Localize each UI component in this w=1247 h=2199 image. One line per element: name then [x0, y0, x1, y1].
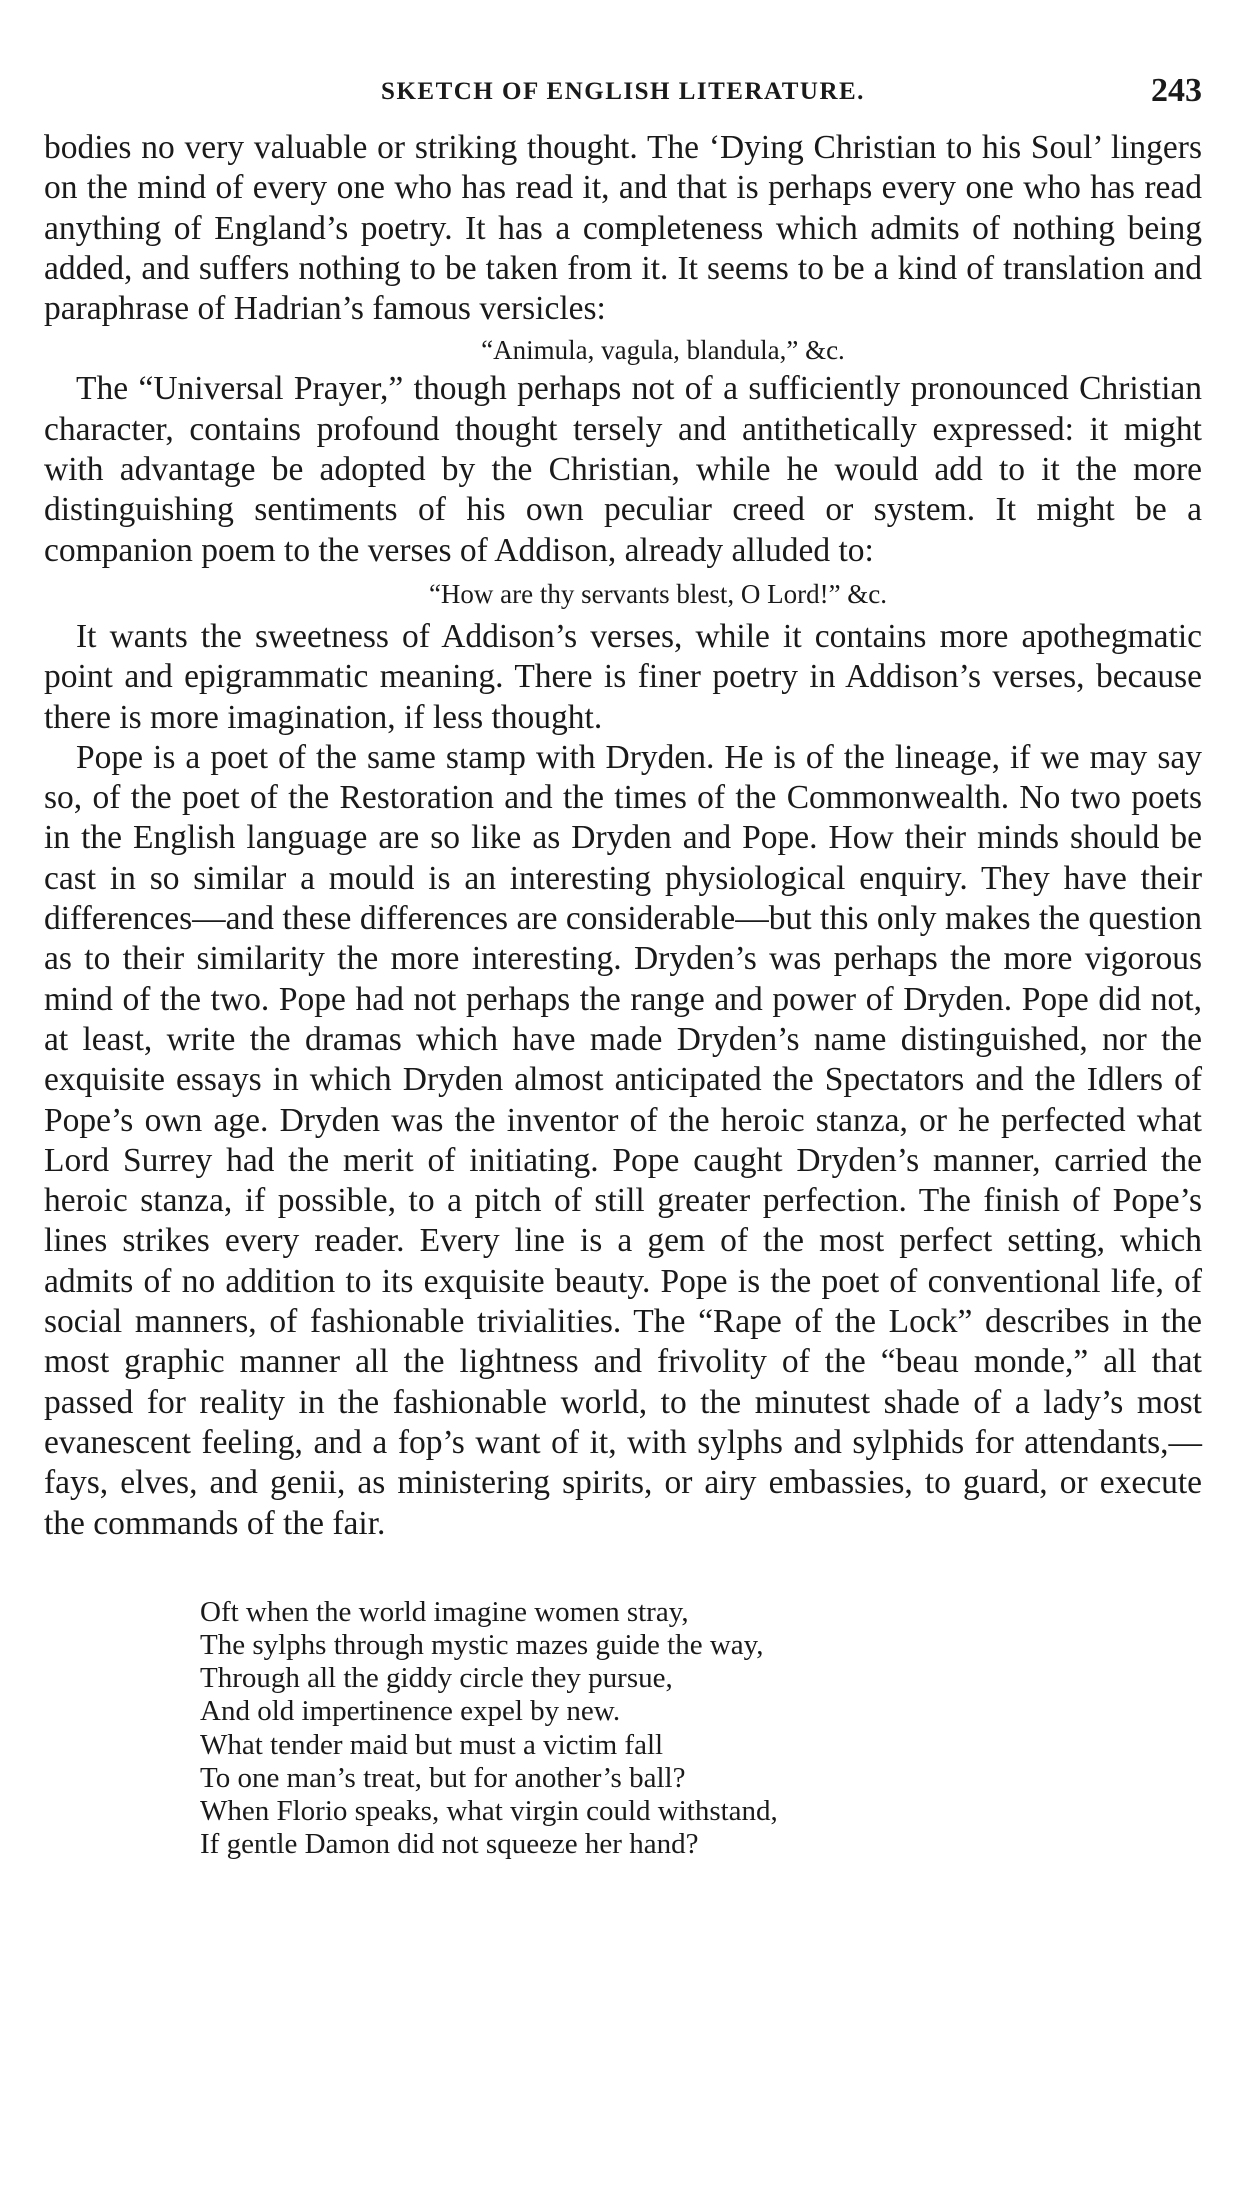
body-text	[44, 128, 1202, 1544]
page-number: 243	[1151, 72, 1202, 109]
poem-line: If gentle Damon did not squeeze her hand?	[200, 1828, 699, 1861]
poem-line: And old impertinence expel by new.	[200, 1695, 621, 1728]
paragraph-1: bodies no very valuable or striking thought. The ‘Dying Christian to his Soul’ lingers on the mind of every one who has read it, and that is perhaps every one who has read anything of England’s poetry. It has a completeness which admits of nothing being added, and suffers nothing to be taken from it. It seems to be a kind of translation and paraphrase of Hadrian’s famous versicles:	[44, 129, 1202, 328]
paragraph-3: It wants the sweetness of Addison’s verses, while it contains more apothegmatic point and epigrammatic meaning. There is finer poetry in Addison’s verses, because there is more imagination, if less thought.	[44, 617, 1202, 736]
quote-addison: “How are thy servants blest, O Lord!” &c.	[428, 578, 888, 609]
quote-hadrian: “Animula, vagula, blandula,” &c.	[481, 335, 845, 366]
paragraph-2: The “Universal Prayer,” though perhaps not of a sufficiently pronounced Christian character, contains profound thought tersely and antithetically expressed: it might with advantage be adopted by the Christian, while he would add to it the more distinguishing sentiments of his own peculiar creed or system. It might be a companion poem to the verses of Addison, already alluded to:	[44, 370, 1202, 569]
book-page	[44, 72, 1202, 1861]
paragraph-4: Pope is a poet of the same stamp with Dryden. He is of the lineage, if we may say so, of the poet of the Restoration and the times of the Commonwealth. No two poets in the English language are so like as Dryden and Pope. How their minds should be cast in so similar a mould is an interesting physiological enquiry. They have their differences—and these differences are considerable—but this only makes the question as to their similarity the more interesting. Dryden’s was perhaps the more vigorous mind of the two. Pope had not perhaps the range and power of Dryden. Pope did not, at least, write the dramas which have made Dryden’s name distinguished, nor the exquisite essays in which Dryden almost anticipated the Spectators and the Idlers of Pope’s own age. Dryden was the inventor of the heroic stanza, or he perfected what Lord Surrey had the merit of initiating. Pope caught Dryden’s manner, carried the heroic stanza, if possible, to a pitch of still greater perfection. The finish of Pope’s lines strikes every reader. Every line is a gem of the most perfect setting, which admits of no addition to its exquisite beauty. Pope is the poet of conventional life, of social manners, of fashionable trivialities. The “Rape of the Lock” describes in the most graphic manner all the lightness and frivolity of the “beau monde,” all that passed for reality in the fashionable world, to the minutest shade of a lady’s most evanescent feeling, and a fop’s want of it, with sylphs and sylphids for attendants,—fays, elves, and genii, as ministering spirits, or airy embassies, to guard, or execute the commands of the fair.	[44, 738, 1202, 1542]
poem-line: The sylphs through mystic mazes guide the way,	[200, 1629, 764, 1661]
running-head	[44, 72, 1202, 122]
poem-line: To one man’s treat, but for another’s ball?	[200, 1761, 686, 1794]
poem-line: Oft when the world imagine women stray,	[200, 1595, 689, 1628]
poem-line: When Florio speaks, what virgin could withstand,	[200, 1795, 778, 1828]
poem-line: Through all the giddy circle they pursue,	[200, 1662, 673, 1695]
running-title: SKETCH OF ENGLISH LITERATURE.	[381, 78, 865, 105]
poem-line: What tender maid but must a victim fall	[200, 1728, 664, 1761]
poem-excerpt	[200, 1596, 1202, 1862]
